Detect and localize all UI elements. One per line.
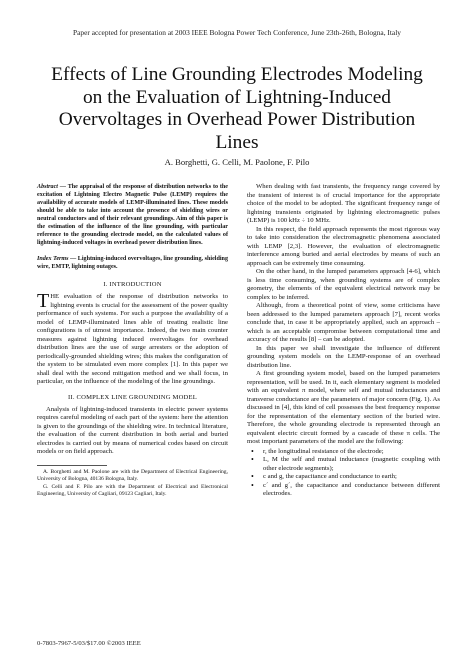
abstract-label: Abstract —	[37, 184, 66, 190]
footnote: G. Celli and F. Pilo are with the Department of Electrical and Electronical Engineering, University of Cagliari, 09123 Cagliari, Italy.	[37, 483, 228, 497]
list-item: • c´ and g´, the capacitance and conductance between different electrodes.	[247, 482, 440, 499]
index-terms-label: Index Terms —	[37, 256, 77, 262]
body-paragraph: Although, from a theoretical point of view, some criticisms have been addressed to the lumped parameters approach [7], recent works conclude that, in case it be appropriately applied, such an approach – which is an acceptable compromise between computational time and accuracy of the results [8] – can be adopted.	[247, 302, 440, 343]
list-item: • L, M the self and mutual inductance (magnetic coupling with other electrode segments);	[247, 456, 440, 473]
introduction-text: HE evaluation of the response of distribution networks to lightning events is crucial for the assessment of the power quality performance of such systems. For such a purpose the availability of a model of LEMP-illuminated lines able of treating realistic line configurations is of utmost importance. Indeed, the two main counter measures against lightning induced overvoltages for overhead distribution lines are the use of surge arresters or the adoption of periodically-grounded shielding wires; this makes the configuration of the system to be simulated even more complex [1]. In this paper we shall deal with the second mitigation method and we shall focus, in particular, on the influence of the modeling of the line groundings.	[37, 293, 228, 385]
section-heading-introduction: I. INTRODUCTION	[103, 281, 162, 288]
body-paragraph: In this paper we shall investigate the influence of different grounding system models on the LEMP-response of an overhead distribution line.	[247, 344, 440, 369]
body-paragraph: On the other hand, in the lumped parameters approach [4-6], which is less time consuming, when grounding systems are of complex geometry, the elements of the equivalent electrical network may be complex to be inferred.	[247, 268, 440, 301]
title-line: Overvoltages in Overhead Power Distribution	[58, 109, 416, 130]
introduction-paragraph	[37, 290, 228, 387]
body-paragraph: In this respect, the field approach represents the most rigorous way to take into consideration the electromagnetic phenomena associated with LEMP [2,3]. However, the evaluation of electromagnetic interference among buried and aerial electrodes by means of such an approach can be extremely time consuming.	[247, 225, 440, 267]
author-list: A. Borghetti, G. Celli, M. Paolone, F. Pilo	[164, 157, 310, 167]
left-column	[37, 183, 228, 499]
title-line: Lines	[215, 131, 259, 153]
conference-header: Paper accepted for presentation at 2003 IEEE Bologna Power Tech Conference, June 23th-26th, Bologna, Italy	[73, 28, 401, 37]
body-paragraph: A first grounding system model, based on the lumped parameters representation, will be used. In it, each elementary segment is modeled with an equivalent π model, where self and mutual inductances and transverse conductance are the parameters of major concern (Fig. 1). As discussed in [4], this kind of cell possesses the best frequency response for the representation of the elementary section of the buried wire. Therefore, the whole grounding electrode is represented through an equivalent electric circuit formed by a cascade of these π cells. The most important parameters of the model are the following:	[247, 370, 440, 445]
title-line: Effects of Line Grounding Electrodes Modeling	[51, 64, 423, 85]
footnote: A. Borghetti and M. Paolone are with the Department of Electrical Engineering, University of Bologna, 40136 Bologna, Italy.	[37, 468, 228, 482]
abstract	[37, 183, 228, 247]
footnote-divider	[37, 465, 107, 466]
drop-cap: T	[37, 290, 50, 312]
section-heading-grounding-model: II. COMPLEX LINE GROUNDING MODEL	[68, 393, 197, 401]
list-item: • r, the longitudinal resistance of the electrode;	[247, 448, 440, 457]
list-item: • c and g, the capacitance and conductance to earth;	[247, 473, 440, 482]
paper-title	[40, 64, 434, 154]
copyright-code: 0-7803-7967-5/03/$17.00 ©2003 IEEE	[37, 640, 141, 647]
parameter-list	[247, 448, 440, 499]
body-paragraph: When dealing with fast transients, the frequency range covered by the transient of interest is of crucial importance for the appropriate choice of the model to be adopted. The significant frequency range of lightning transients originated by lightning electromagnetic pulses (LEMP) is 100 kHz ÷ 10 MHz.	[247, 183, 440, 224]
abstract-text: The appraisal of the response of distribution networks to the excitation of Lightning Electro Magnetic Pulse (LEMP) requires the availability of accurate models of LEMP-illuminated lines. These models should be able to take into account the presence of shielding wires or neutral conductors and of their relevant groundings. Aim of this paper is the estimation of the influence of the line grounding, with particular reference to the grounding electrode model, on the calculated values of lightning-induced voltages in overhead power distribution lines.	[37, 184, 229, 246]
right-column	[247, 183, 440, 499]
index-terms	[37, 255, 228, 271]
grounding-model-paragraph: Analysis of lightning-induced transients in electric power systems requires careful modeling of each part of the system: here the attention is given to the groundings of the shielding wire. In technical literature, the evaluation of the current distribution in both aerial and buried electrodes is carried out by means of numerical codes based on circuit models or on field approach.	[37, 405, 228, 455]
index-terms-text: Lightning-induced overvoltages, line grounding, shielding wire, EMTP, lightning outages.	[37, 256, 228, 270]
title-line: on the Evaluation of Lightning-Induced	[82, 86, 391, 108]
